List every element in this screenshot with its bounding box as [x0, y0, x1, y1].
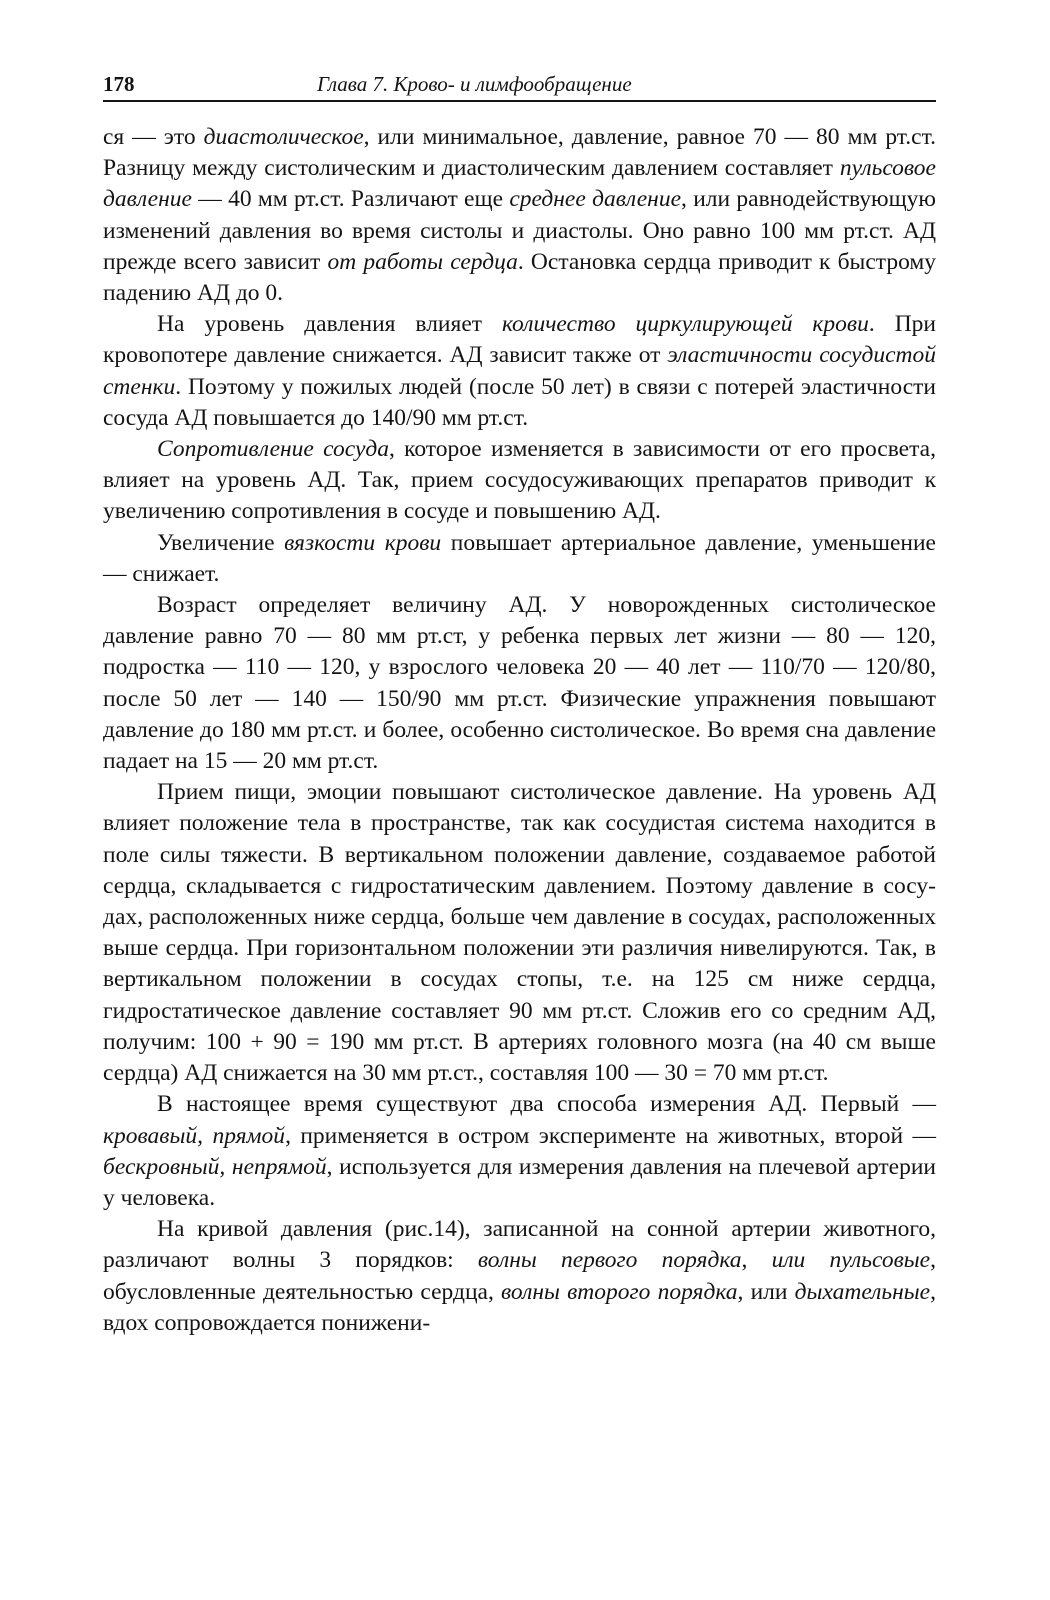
body-text	[103, 122, 936, 1339]
book-page	[103, 64, 936, 1339]
italic-term: Сопротивление сосуда	[157, 436, 389, 463]
text-run: , которое изменяется в зависимости от его просвета, влияет на уровень АД. Так, прием сосудосуживающих препаратов приводит к увеличению сопротивления в сосуде и повышению АД.	[103, 436, 936, 525]
text-run: На кривой давления (рис.14), записанной на сонной артерии животного, различают волны 3 порядков:	[103, 1216, 936, 1274]
italic-term: или пульсовые	[771, 1247, 931, 1274]
chapter-title: Глава 7. Крово- и лимфообращение	[317, 72, 632, 96]
italic-term: волны второго порядка	[501, 1278, 738, 1305]
text-run: Увеличение	[157, 529, 285, 556]
text-run: , или равнодействующую изменений давления во время систолы и диастолы. Оно равно 100 мм рт.ст. АД прежде всего зависит	[103, 186, 936, 275]
paragraph	[103, 1089, 936, 1214]
paragraph	[103, 1214, 936, 1339]
paragraph	[103, 590, 936, 777]
text-run: повышает артериальное давление, уменьшение — снижает.	[103, 529, 936, 587]
text-run: , вдох сопровождается понижени-	[103, 1278, 936, 1336]
italic-term: диастолическое	[203, 124, 364, 150]
text-run: — 40 мм рт.ст. Различают еще	[191, 186, 510, 213]
italic-term: кровавый, прямой	[103, 1122, 286, 1149]
text-run: Возраст определяет величину АД. У новорожденных систолическое давление равно 70 — 80 мм рт.ст, у ребенка первых лет жизни — 80 — 120, подростка — 110 — 120, у взрослого человека 20 — 40 лет — 110/70 — 120/80, после 50 лет — 140 — 150/90 мм рт.ст. Физические упражнения повышают давление до 180 мм рт.ст. и более, особенно систолическое. Во время сна давление падает на 15 — 20 мм рт.ст.	[103, 592, 936, 775]
text-run: , или минимальное, давление, равное 70 — 80 мм рт.ст. Разницу между систолическим и диастолическим давлением составляет	[103, 124, 936, 182]
paragraph	[103, 122, 936, 309]
running-header	[103, 64, 936, 102]
text-run: Прием пищи, эмоции повышают систолическое давление. На уровень АД влияет положение тела в пространстве, так как сосудистая система находится в поле силы тяжести. В вертикальном положении давление, создаваемое работой сердца, складывается с гидростатическим давлением. Поэтому давление в сосудах, расположенных ниже сердца, больше чем давление в сосудах, расположенных выше сердца. При горизонтальном положении эти различия нивелируются. Так, в вертикальном положении в сосудах стопы, т.е. на 125 см ниже сердца, гидростатическое давление составляет 90 мм рт.ст. Сложив его со средним АД, получим: 100 + 90 = 190 мм рт.ст. В артериях головного мозга (на 40 см выше сердца) АД снижается на 30 мм рт.ст., составляя 100 — 30 = 70 мм рт.ст.	[103, 779, 936, 1087]
text-run: , применяется в остром эксперименте на животных, второй —	[285, 1122, 936, 1149]
text-run: , или	[737, 1278, 795, 1305]
italic-term: волны первого порядка	[477, 1247, 742, 1274]
italic-term: вязкости крови	[284, 529, 442, 556]
text-run: На уровень давления влияет	[157, 311, 502, 338]
italic-term: от работы сердца	[327, 248, 518, 275]
text-run: , обусловленные деятельностью сердца,	[103, 1247, 936, 1305]
text-run: ся — это	[103, 124, 204, 150]
italic-term: среднее давление	[509, 186, 682, 213]
italic-term: бескровный, непрямой	[103, 1153, 327, 1180]
text-run: . При кровопотере давление снижается. АД зависит также от	[103, 311, 936, 369]
text-run: . Поэтому у пожилых людей (после 50 лет) в связи с потерей эластичности сосуда АД повышается до 140/90 мм рт.ст.	[103, 373, 936, 431]
text-run: , используется для измерения давления на плечевой артерии у человека.	[103, 1153, 936, 1211]
page-number: 178	[103, 72, 135, 96]
italic-term: пульсовое давление	[103, 155, 936, 213]
paragraph	[103, 309, 936, 434]
italic-term: дыхательные	[794, 1278, 931, 1305]
text-run: В настоящее время существуют два способа измерения АД. Первый —	[157, 1091, 936, 1118]
paragraph	[103, 528, 936, 590]
italic-term: эластичности сосудистой стенки	[103, 342, 936, 400]
text-run: . Остановка сердца приводит к быстрому падению АД до 0.	[103, 248, 937, 307]
italic-term: количество циркулирующей крови	[501, 311, 869, 338]
text-run: ,	[741, 1247, 772, 1274]
paragraph	[103, 777, 936, 1089]
paragraph	[103, 434, 936, 528]
